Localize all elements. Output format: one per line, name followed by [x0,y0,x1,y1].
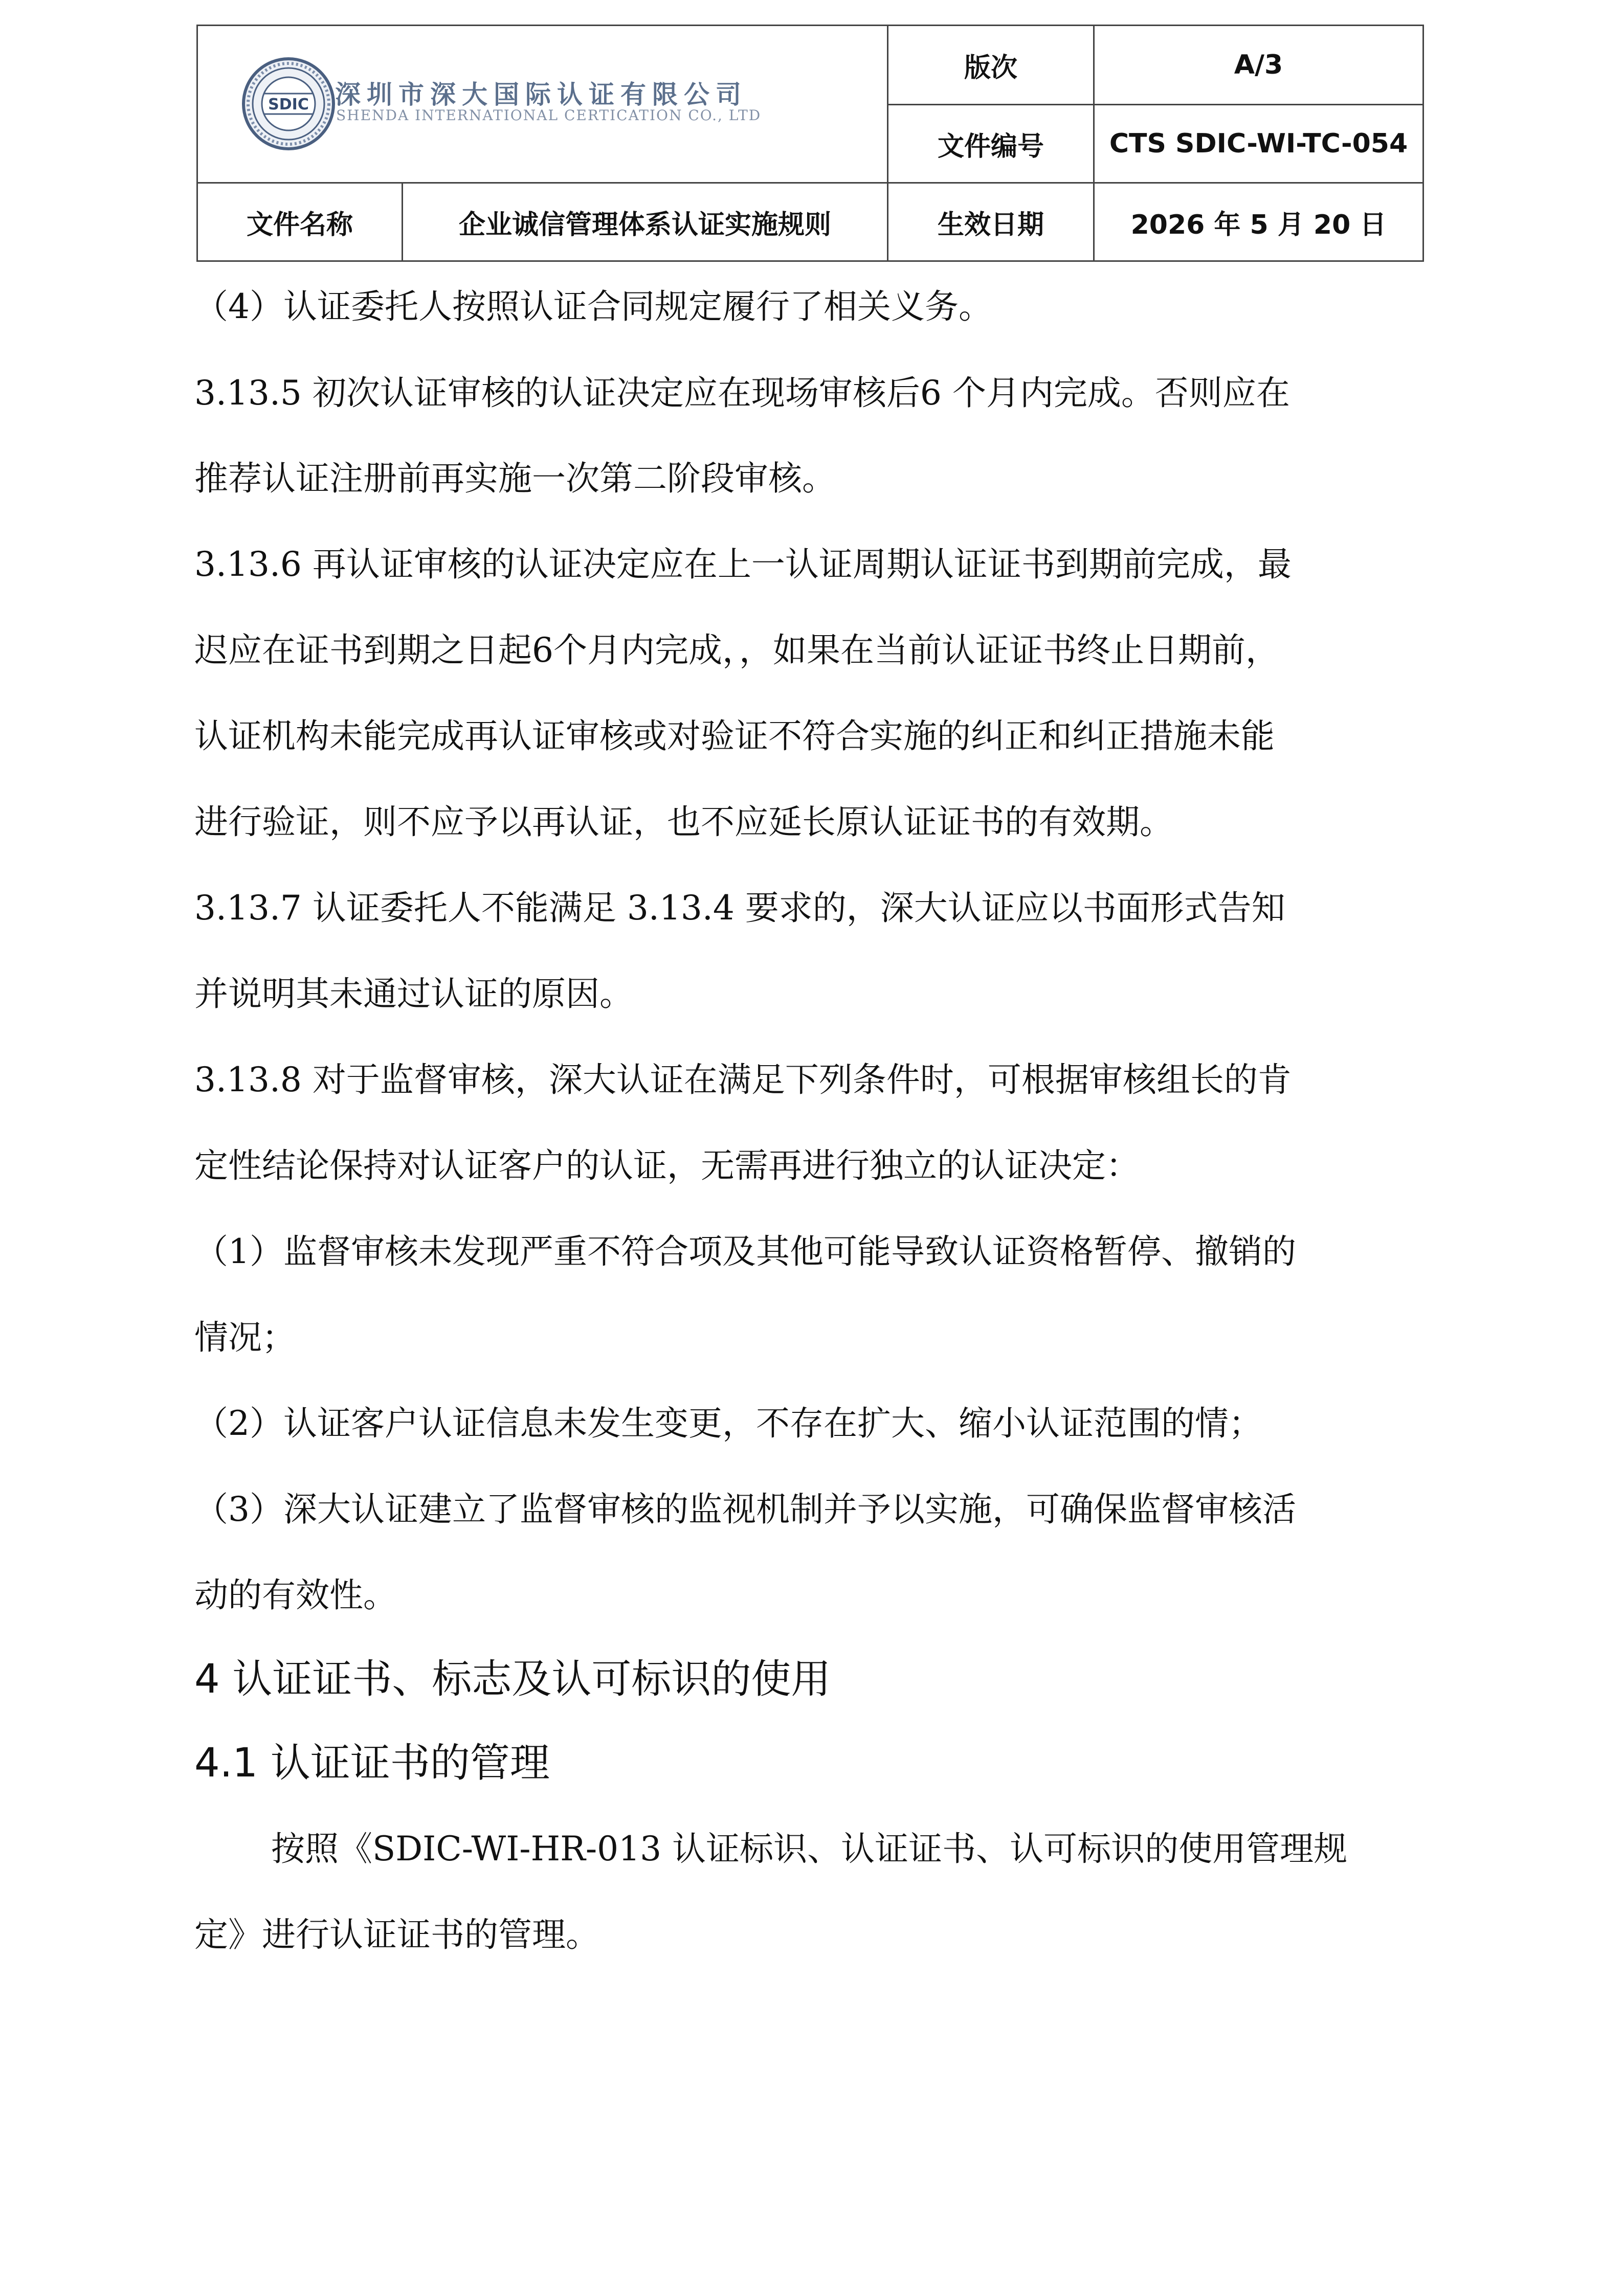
document-header-table [196,25,1424,262]
company-name-en: SHENDA INTERNATIONAL CERTICATION CO., LTD [336,107,762,124]
subsection-heading: 4.1 认证证书的管理 [194,1740,550,1786]
body-line: 定性结论保持对认证客户的认证，无需再进行独立的认证决定： [194,1146,1140,1185]
body-line: （4）认证委托人按照认证合同规定履行了相关义务。 [194,287,992,326]
version-value: A/3 [1234,50,1283,80]
company-name-cn: 深圳市深大国际认证有限公司 [335,79,747,109]
body-line: （3）深大认证建立了监督审核的监视机制并予以实施，可确保监督审核活 [194,1490,1296,1529]
body-line: 3.13.5 初次认证审核的认证决定应在现场审核后6 个月内完成。否则应在 [194,373,1290,413]
body-line: 动的有效性。 [194,1575,397,1615]
body-line: 推荐认证注册前再实施一次第二阶段审核。 [194,459,836,498]
body-line: 进行验证，则不应予以再认证，也不应延长原认证证书的有效期。 [194,802,1173,842]
body-line: 情况； [194,1318,296,1357]
body-line: 认证机构未能完成再认证审核或对验证不符合实施的纠正和纠正措施未能 [194,716,1275,756]
body-line: 迟应在证书到期之日起6个月内完成，，如果在当前认证证书终止日期前， [194,631,1279,670]
version-label: 版次 [964,52,1017,83]
seal-text: SDIC [268,96,309,114]
body-line: （2）认证客户认证信息未发生变更，不存在扩大、缩小认证范围的情； [194,1404,1262,1443]
body-line: （1）监督审核未发现严重不符合项及其他可能导致认证资格暂停、撤销的 [194,1232,1296,1271]
effective-date-value: 2026 年 5 月 20 日 [1130,209,1387,240]
doc-number-label: 文件编号 [937,131,1044,162]
body-line: 定》进行认证证书的管理。 [194,1915,599,1954]
doc-number-value: CTS SDIC-WI-TC-054 [1109,128,1408,159]
doc-name-label: 文件名称 [246,209,353,240]
doc-name-value: 企业诚信管理体系认证实施规则 [458,209,831,240]
company-logo-block [198,26,887,182]
body-line: 按照《SDIC-WI-HR-013 认证标识、认证证书、认可标识的使用管理规 [271,1829,1348,1869]
body-line: 并说明其未通过认证的原因。 [194,974,633,1014]
section-heading: 4 认证证书、标志及认可标识的使用 [194,1656,831,1702]
company-seal-icon [241,57,336,151]
body-line: 3.13.8 对于监督审核，深大认证在满足下列条件时，可根据审核组长的肯 [194,1060,1292,1099]
effective-date-label: 生效日期 [937,209,1044,240]
body-line: 3.13.6 再认证审核的认证决定应在上一认证周期认证证书到期前完成，最 [194,545,1292,584]
body-line: 3.13.7 认证委托人不能满足 3.13.4 要求的，深大认证应以书面形式告知 [194,888,1285,928]
